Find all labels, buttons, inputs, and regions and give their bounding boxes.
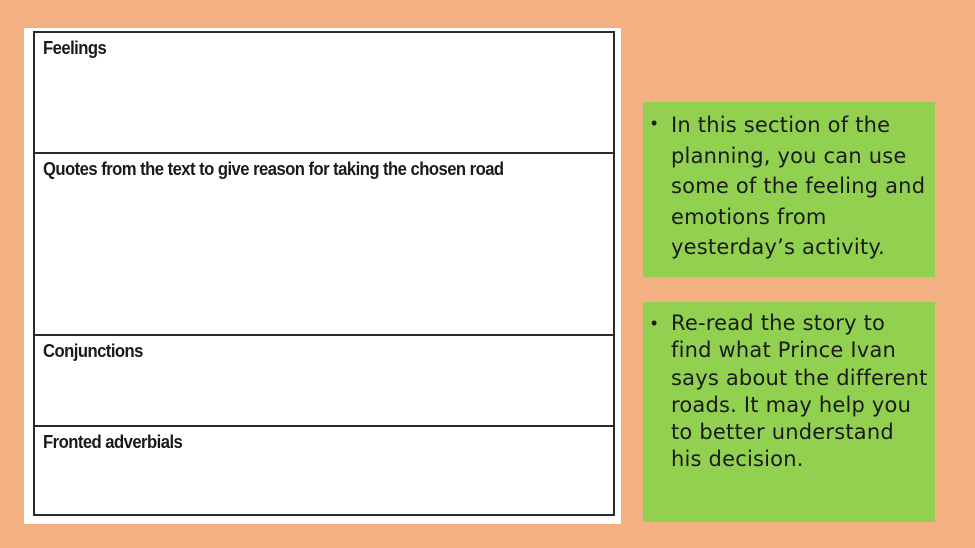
fronted-adverbials-label: Fronted adverbials [43, 431, 183, 452]
quotes-row [35, 154, 613, 336]
tip-box-feelings [643, 102, 935, 277]
feelings-label: Feelings [43, 37, 107, 58]
tip-text: Re-read the story to find what Prince Ivan says about the different roads. It may help you to better understand his decision. [671, 311, 928, 472]
bullet-icon: • [651, 113, 658, 133]
planning-table [33, 31, 615, 516]
tip-item [651, 110, 929, 263]
planning-sheet [24, 28, 621, 524]
tip-box-reread [643, 302, 935, 522]
tip-text: In this section of the planning, you can use some of the feeling and emotions from yesterday’s activity. [671, 113, 926, 259]
bullet-icon: • [651, 313, 658, 333]
quotes-label: Quotes from the text to give reason for taking the chosen road [43, 158, 504, 179]
feelings-row [35, 33, 613, 154]
fronted-adverbials-row [35, 427, 613, 514]
conjunctions-row [35, 336, 613, 427]
conjunctions-label: Conjunctions [43, 340, 143, 361]
tip-item [651, 310, 929, 474]
